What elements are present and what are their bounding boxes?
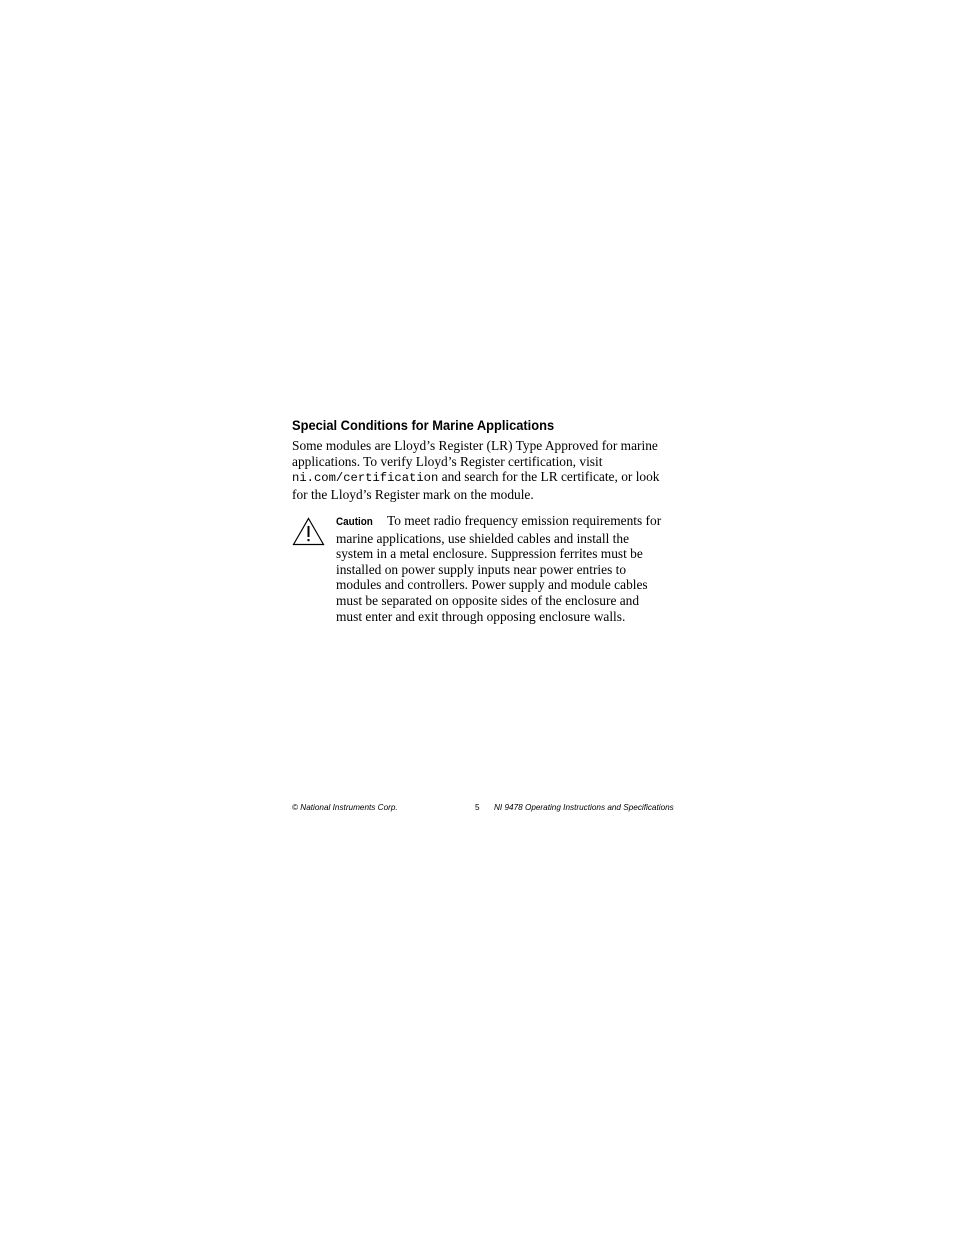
marine-section [292,416,672,502]
caution-text-block [336,513,666,624]
certification-link[interactable]: ni.com/certification [292,471,439,486]
section-paragraph [292,438,672,502]
footer-copyright: © National Instruments Corp. [292,803,398,812]
section-heading: Special Conditions for Marine Applications [292,417,555,433]
para-text-after: and search for the LR certificate, or look for the Lloyd’s Register mark on the module. [292,469,660,502]
para-text-before: Some modules are Lloyd’s Register (LR) Type Approved for marine applications. To verify Lloyd’s Register certification, visit [292,438,658,469]
caution-triangle-icon [292,517,325,546]
footer-document-title: NI 9478 Operating Instructions and Specifications [494,803,674,812]
caution-label: Caution [336,516,373,528]
caution-body: To meet radio frequency emission requirements for marine applications, use shielded cables and install the system in a metal enclosure. Suppression ferrites must be installed on power supply inputs near power entries to modules and controllers. Power supply and module cables must be separated on opposite sides of the enclosure and must enter and exit through opposing enclosure walls. [336,513,662,624]
footer-page-number: 5 [475,803,480,812]
